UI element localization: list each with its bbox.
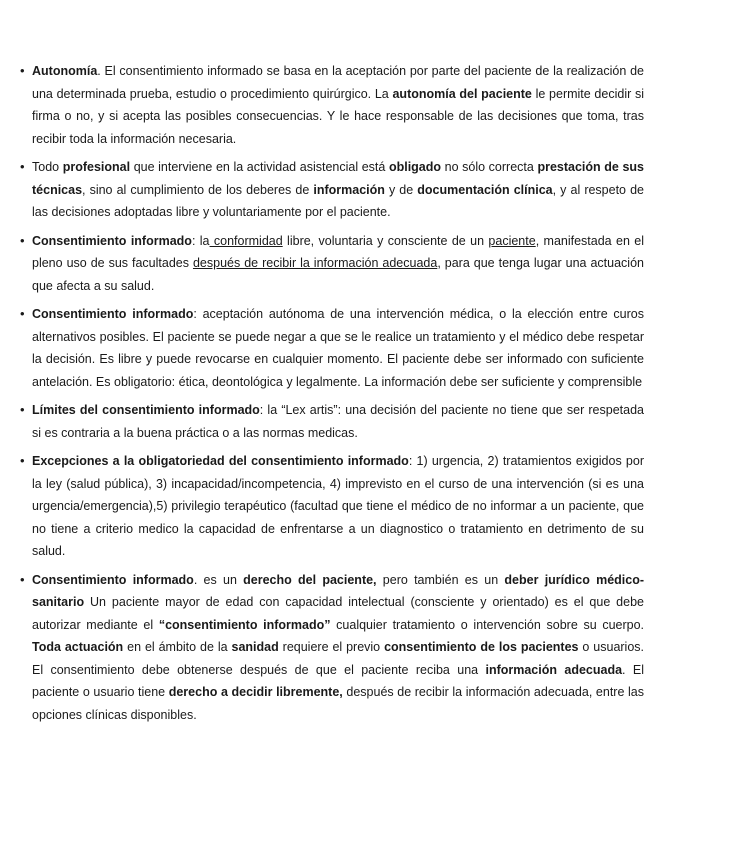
list-item	[20, 450, 644, 563]
list-item	[20, 303, 644, 393]
bold-text: consentimiento de los pacientes	[384, 640, 579, 654]
body-text: pero también es un	[376, 572, 505, 587]
bold-text: sanidad	[231, 640, 279, 654]
bold-text: Excepciones a la obligatoriedad del consentimiento informado	[32, 454, 409, 468]
bold-text: Consentimiento informado	[32, 307, 194, 321]
body-text: en el ámbito de la	[123, 640, 232, 654]
bold-text: Autonomía	[32, 64, 98, 78]
body-text: , sino al cumplimiento de los deberes de	[82, 182, 314, 197]
bullet-dot-icon: •	[20, 306, 25, 321]
list-item	[20, 60, 644, 150]
list-item	[20, 156, 644, 224]
underlined-text: paciente	[488, 233, 536, 248]
body-text: cualquier tratamiento o intervención sobre su cuerpo.	[330, 617, 645, 632]
bullet-dot-icon: •	[20, 159, 25, 174]
body-text: después de recibir la información adecuada, entre las opciones clínicas disponibles.	[32, 685, 644, 722]
list-item	[20, 569, 644, 727]
body-text: : la “Lex artis”: una decisión del paciente no tiene que ser respetada si es contraria a la buena práctica o a las normas medicas.	[32, 403, 644, 440]
bold-text: documentación clínica	[417, 182, 553, 197]
body-text: , y al respeto de las decisiones adoptadas libre y voluntariamente por el paciente.	[32, 182, 644, 219]
body-text: le permite decidir si firma o no, y si acepta las posibles consecuencias. Y le hace responsable de las decisiones que toma, tras recibir toda la información necesaria.	[32, 86, 644, 146]
bold-text: Toda actuación	[32, 640, 124, 654]
list-item	[20, 399, 644, 444]
bold-text: información	[313, 182, 385, 197]
document-page	[20, 60, 644, 732]
body-text: Un paciente mayor de edad con capacidad intelectual (consciente y orientado) es el que debe autorizar mediante el	[32, 595, 644, 632]
bullet-dot-icon: •	[20, 453, 25, 468]
body-text: y de	[384, 182, 418, 197]
body-text: : aceptación autónoma de una intervención médica, o la elección entre curos alternativos posibles. El paciente se puede negar a que se le realice un tratamiento y el médico debe respetar la decisión. Es libre y puede revocarse en cualquier momento. El paciente debe ser informado con suficiente antelación. Es obligatorio: ética, deontológica y legalmente. La información debe ser suficiente y comprensible	[32, 307, 645, 389]
bold-text: prestación de sus técnicas	[32, 160, 644, 197]
body-text: no sólo correcta	[441, 160, 538, 174]
bullet-dot-icon: •	[20, 232, 25, 248]
body-text: requiere el previo	[278, 640, 385, 654]
body-text: Todo	[32, 160, 63, 174]
bold-text: deber jurídico médico-sanitario	[32, 572, 645, 609]
body-text: . es un	[193, 572, 244, 587]
bold-text: “consentimiento informado”	[158, 617, 331, 632]
bold-text: autonomía del paciente	[392, 86, 532, 101]
body-text: : la	[191, 233, 210, 248]
bullet-dot-icon: •	[20, 63, 25, 78]
body-text: . El consentimiento informado se basa en la aceptación por parte del paciente de la realización de una determinada prueba, estudio o procedimiento quirúrgico. La	[32, 64, 644, 101]
body-text: . El paciente o usuario tiene	[32, 662, 644, 699]
bold-text: Límites del consentimiento informado	[32, 403, 260, 417]
list-item	[20, 230, 644, 298]
body-text: : 1) urgencia, 2) tratamientos exigidos por la ley (salud pública), 3) incapacidad/incompetencia, 4) imprevisto en el curso de una intervención (si es una urgencia/emergencia),5) privilegio terapéutico (facultad que tiene el médico de no informar a un paciente, que no tiene a criterio medico la capacidad de enfrentarse a un diagnostico o tratamiento en detrimento de su salud.	[32, 454, 644, 558]
bullet-dot-icon: •	[20, 402, 25, 417]
bullet-dot-icon: •	[20, 571, 25, 587]
bullet-list	[20, 60, 644, 726]
underlined-text: conformidad	[209, 233, 283, 248]
body-text: o usuarios. El consentimiento debe obtenerse después de que el paciente reciba una	[32, 640, 645, 677]
bold-text: Consentimiento informado	[32, 233, 192, 248]
body-text: que interviene en la actividad asistencial está	[130, 160, 389, 174]
body-text: , manifestada en el pleno uso de sus facultades	[32, 233, 645, 270]
bold-text: información adecuada	[485, 662, 623, 677]
bold-text: obligado	[388, 160, 442, 174]
body-text: , para que tenga lugar una actuación que afecta a su salud.	[32, 256, 644, 293]
bold-text: derecho del paciente,	[243, 572, 377, 587]
bold-text: profesional	[62, 160, 131, 174]
body-text: libre, voluntaria y consciente de un	[282, 233, 489, 248]
underlined-text: después de recibir la información adecuada	[192, 256, 438, 270]
bold-text: derecho a decidir libremente,	[168, 685, 343, 699]
bold-text: Consentimiento informado	[32, 572, 194, 587]
